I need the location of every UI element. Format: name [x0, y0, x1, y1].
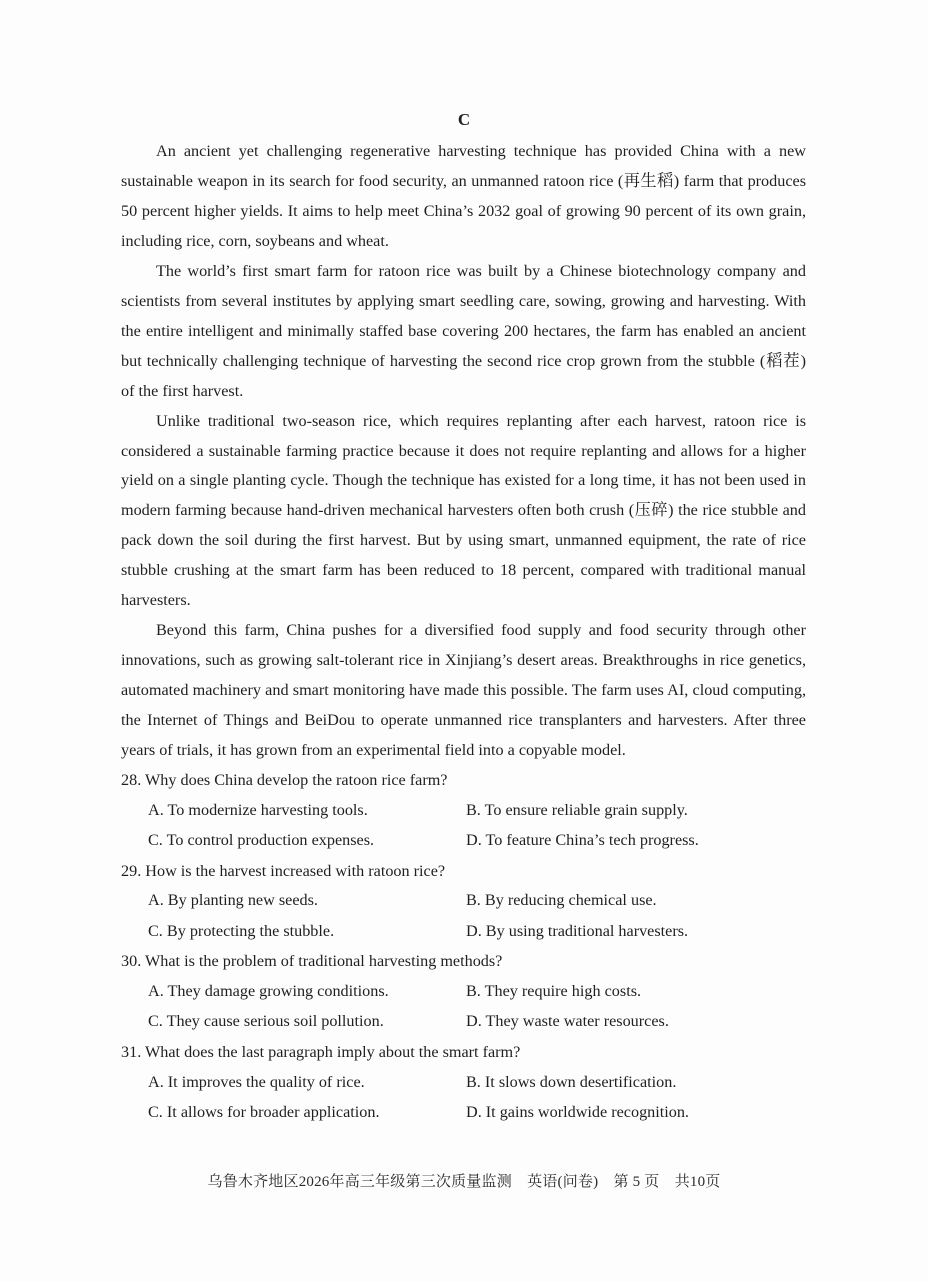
option-a: A. By planting new seeds.	[148, 891, 318, 910]
option-b: B. It slows down desertification.	[466, 1072, 677, 1091]
option-c: C. To control production expenses.	[148, 831, 375, 850]
question-stem: 30. What is the problem of traditional harvesting methods?	[121, 952, 503, 971]
option-a: A. It improves the quality of rice.	[148, 1072, 365, 1091]
option-a: A. To modernize harvesting tools.	[148, 800, 368, 819]
option-d: D. They waste water resources.	[466, 1012, 669, 1031]
passage-paragraph-4: Beyond this farm, China pushes for a diversified food supply and food security through other innovations, such as growing salt-tolerant rice in Xinjiang’s desert areas. Breakthroughs in rice genetics, automated machinery and smart monitoring have made this possible. The farm uses AI, cloud computing, the Internet of Things and BeiDou to operate unmanned rice transplanters and harvesters. After three years of trials, it has grown from an experimental field into a copyable model.	[121, 621, 806, 760]
option-row	[121, 1068, 806, 1098]
option-d: D. By using traditional harvesters.	[466, 921, 689, 940]
option-d: D. To feature China’s tech progress.	[466, 831, 699, 850]
option-b: B. By reducing chemical use.	[466, 891, 657, 910]
question-list	[121, 766, 806, 1128]
passage-paragraph-3: Unlike traditional two-season rice, which requires replanting after each harvest, ratoon rice is considered a sustainable farming practice because it does not require replanting and allows for a higher yield on a single planting cycle. Though the technique has existed for a long time, it has not been used in modern farming because hand-driven mechanical harvesters often both crush (压碎) the rice stubble and pack down the soil during the first harvest. But by using smart, unmanned equipment, the rate of rice stubble crushing at the smart farm has been reduced to 18 percent, compared with traditional manual harvesters.	[121, 411, 806, 610]
passage-paragraph-2: The world’s first smart farm for ratoon rice was built by a Chinese biotechnology company and scientists from several institutes by applying smart seedling care, sowing, growing and harvesting. With the entire intelligent and minimally staffed base covering 200 hectares, the farm has enabled an ancient but technically challenging technique of harvesting the second rice crop grown from the stubble (稻茬) of the first harvest.	[121, 261, 806, 400]
option-b: B. They require high costs.	[466, 982, 642, 1001]
option-row	[121, 826, 806, 856]
option-row	[121, 796, 806, 826]
option-a: A. They damage growing conditions.	[148, 982, 389, 1001]
option-b: B. To ensure reliable grain supply.	[466, 800, 688, 819]
question-28	[121, 766, 806, 857]
question-stem: 31. What does the last paragraph imply about the smart farm?	[121, 1042, 521, 1061]
option-c: C. By protecting the stubble.	[148, 921, 335, 940]
option-row	[121, 917, 806, 947]
question-29	[121, 857, 806, 948]
option-c: C. They cause serious soil pollution.	[148, 1012, 384, 1031]
section-heading: C	[457, 110, 471, 129]
page-footer: 乌鲁木齐地区2026年高三年级第三次质量监测 英语(问卷) 第 5 页 共10页	[207, 1174, 721, 1190]
option-row	[121, 977, 806, 1007]
reading-passage	[121, 137, 806, 1128]
option-d: D. It gains worldwide recognition.	[466, 1102, 689, 1121]
passage-paragraph-1: An ancient yet challenging regenerative harvesting technique has provided China with a new sustainable weapon in its search for food security, an unmanned ratoon rice (再生稻) farm that produces 50 percent higher yields. It aims to help meet China’s 2032 goal of growing 90 percent of its own grain, including rice, corn, soybeans and wheat.	[121, 142, 806, 250]
option-row	[121, 1007, 806, 1037]
option-row	[121, 886, 806, 916]
question-30	[121, 947, 806, 1038]
option-c: C. It allows for broader application.	[148, 1102, 380, 1121]
question-stem: 28. Why does China develop the ratoon rice farm?	[121, 771, 448, 790]
question-stem: 29. How is the harvest increased with ratoon rice?	[121, 861, 446, 880]
option-row	[121, 1098, 806, 1128]
question-31	[121, 1038, 806, 1129]
